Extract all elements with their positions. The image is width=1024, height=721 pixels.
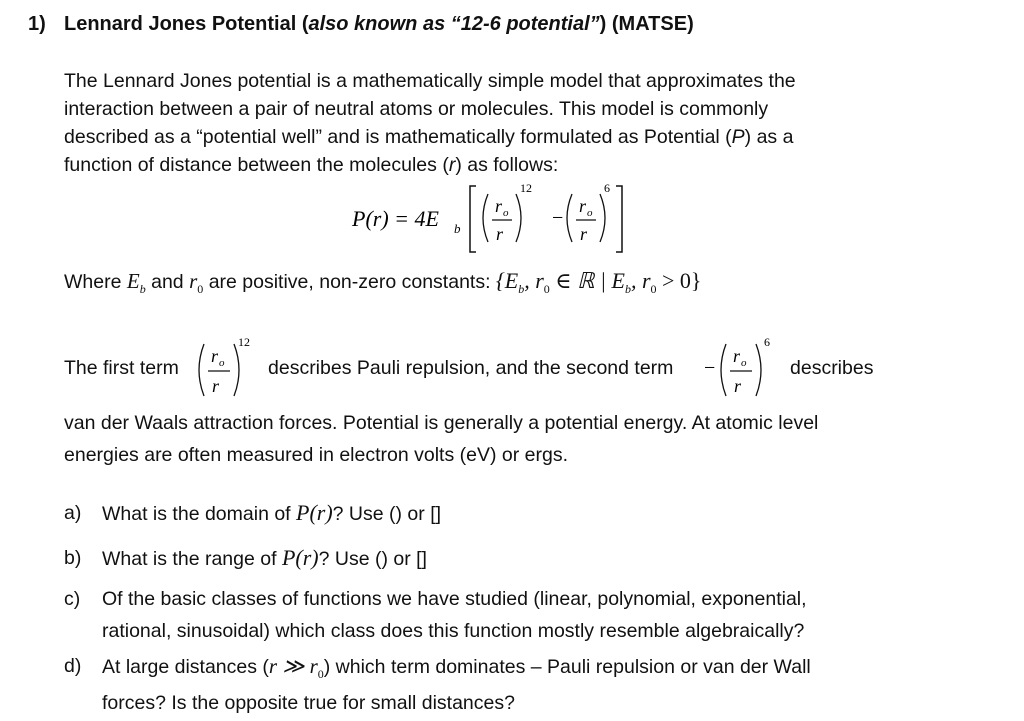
svg-text:12: 12 xyxy=(520,181,532,195)
intro-line-1: The Lennard Jones potential is a mathematically simple model that approximates the xyxy=(64,70,796,92)
question-a-label: a) xyxy=(64,502,82,524)
terms-line-2: van der Waals attraction forces. Potential is generally a potential energy. At atomic level xyxy=(64,412,819,434)
svg-text:6: 6 xyxy=(604,181,610,195)
svg-text:−: − xyxy=(552,207,564,229)
first-term-label: The first term xyxy=(64,357,179,379)
svg-text:o: o xyxy=(587,207,593,219)
svg-text:6: 6 xyxy=(764,335,770,349)
second-term-description: describes xyxy=(790,357,874,379)
svg-text:r: r xyxy=(212,376,220,396)
svg-text:r: r xyxy=(733,346,741,366)
svg-text:b: b xyxy=(454,221,461,236)
question-c-text: Of the basic classes of functions we have studied (linear, polynomial, exponential, xyxy=(102,588,807,610)
constants-set: {$E_b$, $r_0$ ∈ ℝ | $E_b$, $r_0 > 0$} xyxy=(495,268,702,296)
intro-line-3: described as a “potential well” and is mathematically formulated as Potential (P) as a xyxy=(64,126,794,148)
question-d-label: d) xyxy=(64,655,82,677)
terms-line-3: energies are often measured in electron volts (eV) or ergs. xyxy=(64,444,569,466)
svg-text:r: r xyxy=(496,224,504,244)
svg-text:r: r xyxy=(495,196,503,216)
second-term-formula xyxy=(702,332,782,402)
question-c-text-line-2: rational, sinusoidal) which class does this function mostly resemble algebraically? xyxy=(102,620,805,642)
question-number: 1) xyxy=(28,13,46,35)
svg-text:P(r) = 4E: P(r) = 4E xyxy=(352,206,439,231)
where-line: Where $E_b$ and $r_0$ are positive, non-zero constants: {$E_b$, $r_0$ ∈ ℝ | $E_b$, $r_0 > 0$} xyxy=(64,268,702,296)
svg-text:r: r xyxy=(734,376,742,396)
svg-text:−: − xyxy=(704,357,716,379)
svg-text:o: o xyxy=(503,207,509,219)
svg-text:r: r xyxy=(211,346,219,366)
question-c-label: c) xyxy=(64,588,81,610)
question-d-text-line-2: forces? Is the opposite true for small distances? xyxy=(102,692,515,714)
question-d-text: At large distances (r ≫ $r_0$) which term dominates – Pauli repulsion or van der Wall xyxy=(102,654,811,681)
intro-line-2: interaction between a pair of neutral atoms or molecules. This model is commonly xyxy=(64,98,769,120)
question-a-text: What is the domain of P(r)? Use () or [] xyxy=(102,500,442,525)
svg-text:o: o xyxy=(741,357,747,369)
first-term-description: describes Pauli repulsion, and the second term xyxy=(268,357,674,379)
svg-text:12: 12 xyxy=(238,335,250,349)
question-b-text: What is the range of P(r)? Use () or [] xyxy=(102,545,427,570)
question-b-label: b) xyxy=(64,547,82,569)
lennard-jones-equation xyxy=(340,178,640,258)
svg-text:o: o xyxy=(219,357,225,369)
question-title: Lennard Jones Potential (also known as “12-6 potential”) (MATSE) xyxy=(64,13,694,35)
intro-line-4: function of distance between the molecules (r) as follows: xyxy=(64,154,559,176)
first-term-formula xyxy=(194,332,260,402)
svg-text:r: r xyxy=(579,196,587,216)
svg-text:r: r xyxy=(580,224,588,244)
